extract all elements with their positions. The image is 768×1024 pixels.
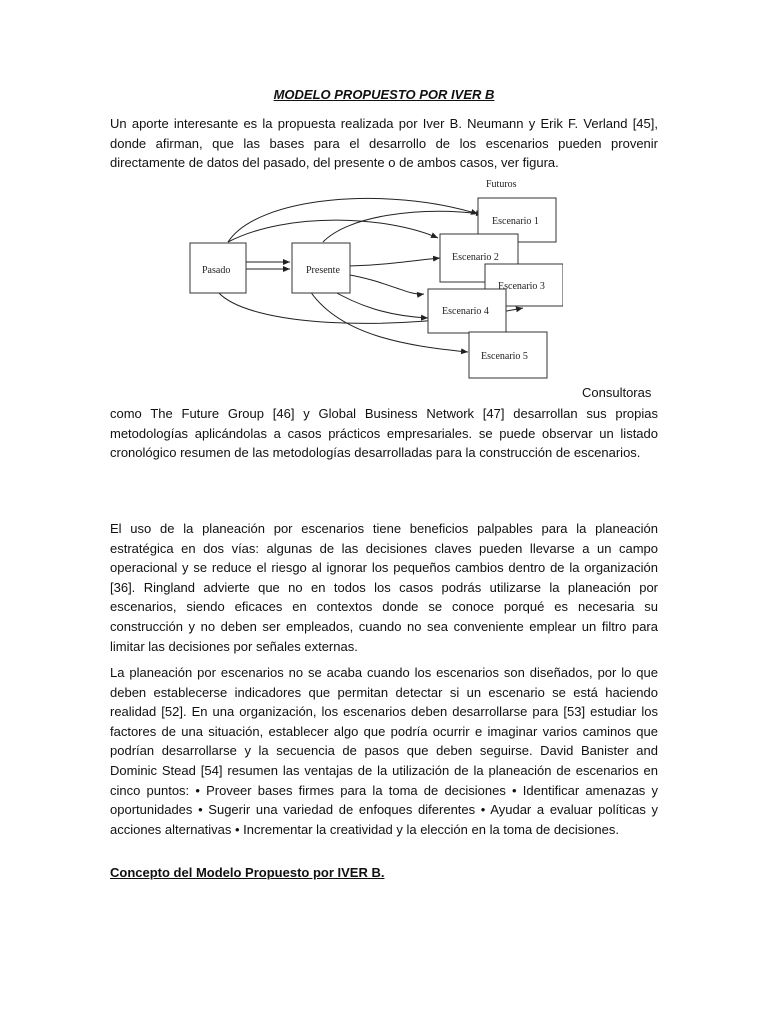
diagram-escenario3-label: Escenario 3 (498, 281, 545, 292)
scenario-diagram (188, 176, 563, 380)
diagram-escenario4-label: Escenario 4 (442, 306, 489, 317)
diagram-pasado-label: Pasado (202, 265, 231, 276)
benefits-paragraph: El uso de la planeación por escenarios tiene beneficios palpables para la planeación estratégica en dos vías: algunas de las decisiones claves pueden llevarse a un campo operacional y se reduce el riesgo al ignorar los pequeños cambios dentro de la organización [36]. Ringland advierte que no en todos los casos podrás utilizarse la planeación por escenarios, siendo eficaces en contextos donde se conoce porqué es necesaria su construcción y no deben ser empleados, cuando no sea conveniente emplear un filtro para limitar las decisiones por señales externas. (110, 521, 658, 654)
intro-paragraph: Un aporte interesante es la propuesta realizada por Iver B. Neumann y Erik F. Verland [45], donde afirman, que las bases para el desarrollo de los escenarios pueden provenir directamente de datos del pasado, del presente o de ambos casos, ver figura. (110, 116, 658, 171)
diagram-presente-label: Presente (306, 265, 340, 276)
page-title: MODELO PROPUESTO POR IVER B (273, 87, 495, 102)
advantages-paragraph: La planeación por escenarios no se acaba cuando los escenarios son diseñados, por lo que deben establecerse indicadores que permitan detectar si un escenario se está haciendo realidad [52]. En una organización, los escenarios deben desarrollarse para [53] estudiar los factores de una situación, establecer algo que podría ocurrir e imaginar varios caminos que podrían desarrollarse y la secuencia de pasos que deben seguirse. David Banister and Dominic Stead [54] resumen las ventajas de la utilización de la planeación de escenarios en cinco puntos: • Proveer bases firmes para la toma de decisiones • Identificar amenazas y oportunidades • Sugerir una variedad de enfoques diferentes • Ayudar a evaluar políticas y acciones alternativas • Incrementar la creatividad y la elección en la toma de decisiones. (110, 665, 658, 837)
diagram-escenario1-label: Escenario 1 (492, 216, 539, 227)
diagram-escenario2-label: Escenario 2 (452, 252, 499, 263)
concept-heading: Concepto del Modelo Propuesto por IVER B. (110, 865, 385, 880)
consultoras-paragraph: como The Future Group [46] y Global Business Network [47] desarrollan sus propias metodologías aplicándolas a casos prácticos empresariales. se puede observar un listado cronológico resumen de las metodologías desarrolladas para la construcción de escenarios. (110, 406, 658, 461)
diagram-futuros-label: Futuros (486, 179, 517, 190)
diagram-escenario5-label: Escenario 5 (481, 351, 528, 362)
consultoras-text: Consultoras (582, 385, 652, 400)
